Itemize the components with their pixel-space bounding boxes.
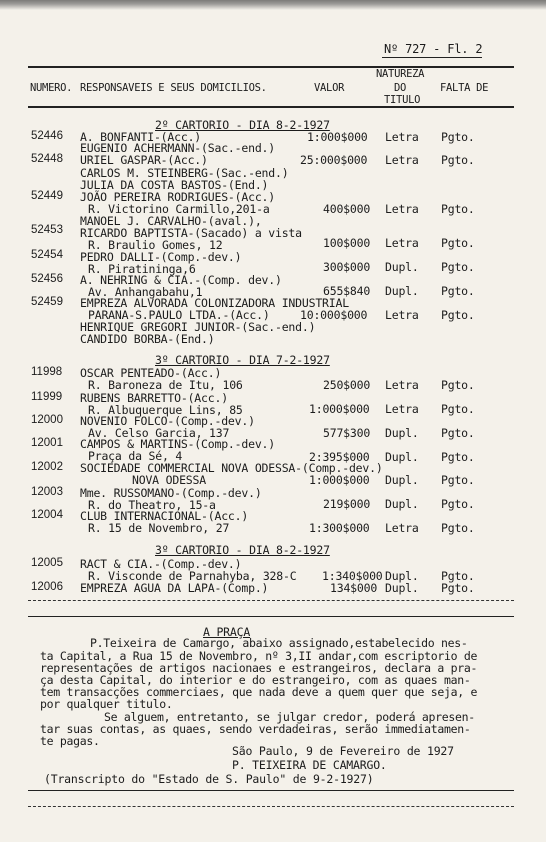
row-line: EMPREZA AGUA DA LAPA-(Comp.) (80, 581, 269, 595)
row-valor: 400$000 (323, 202, 371, 216)
row-valor: 10:000$000 (300, 308, 368, 322)
col-natureza-3: TITULO (384, 94, 421, 106)
row-valor: 219$000 (323, 497, 371, 511)
row-natureza: Letra (385, 402, 419, 416)
row-falta: Pgto. (441, 402, 475, 416)
row-line: EMPREZA ALVORADA COLONIZADORA INDUSTRIAL (80, 296, 349, 310)
row-valor: 100$000 (323, 236, 371, 250)
section-title: 3º CARTORIO - DIA 8-2-1927 (155, 543, 330, 557)
row-line: A. NEHRING & CIA.-(Comp. dev.) (80, 273, 282, 287)
row-line: MANOEL J. CARVALHO-(aval.), (80, 214, 262, 228)
col-responsaveis: RESPONSAVEIS E SEUS DOMICILIOS. (80, 82, 267, 94)
row-number: 52446 (31, 130, 63, 142)
row-number: 12003 (31, 486, 63, 498)
row-valor: 1:000$000 (309, 402, 370, 416)
row-natureza: Letra (385, 521, 419, 535)
row-line: PARANA-S.PAULO LTDA.-(Acc.) (88, 308, 270, 322)
row-number: 12004 (31, 509, 63, 521)
row-valor: 1:000$000 (309, 473, 370, 487)
row-number: 11999 (31, 391, 63, 403)
row-falta: Pgto. (441, 202, 475, 216)
row-natureza: Letra (385, 236, 419, 250)
row-number: 12000 (31, 414, 63, 426)
row-valor: 655$840 (323, 284, 371, 298)
row-falta: Pgto. (441, 426, 475, 440)
row-line: HENRIQUE GREGORI JUNIOR-(Sac.-end.) (80, 320, 316, 334)
row-natureza: Letra (385, 202, 419, 216)
row-natureza: Letra (385, 153, 419, 167)
scan-edge-shadow (0, 0, 546, 10)
row-line: JULIA DA COSTA BASTOS-(End.) (80, 178, 269, 192)
row-valor: 577$300 (323, 426, 371, 440)
row-falta: Pgto. (441, 521, 475, 535)
praca-date: São Paulo, 9 de Fevereiro de 1927 (232, 744, 454, 758)
col-natureza-1: NATUREZA (376, 68, 425, 80)
row-falta: Pgto. (441, 284, 475, 298)
row-valor: 250$000 (323, 378, 371, 392)
praca-line: por qualquer titulo. (40, 697, 173, 711)
row-number: 52453 (31, 224, 63, 236)
praca-line: ça desta Capital, do interior e do estrangeiro, com as quaes man- (40, 673, 471, 687)
row-line: Av. Anhangabahu,1 (88, 285, 203, 299)
row-line: RACT & CIA.-(Comp.-dev.) (80, 557, 242, 571)
row-line: CAMPOS & MARTINS-(Comp.-dev.) (80, 437, 275, 451)
row-natureza: Letra (385, 378, 419, 392)
row-valor: 1:000$000 (307, 130, 368, 144)
praca-line: te pagas. (40, 734, 100, 748)
praca-line: representações de artigos nacionaes e estrangeiros, declara a pra- (40, 661, 478, 675)
row-line: NOVENIO FOLCO-(Comp.-dev.) (80, 414, 255, 428)
row-line: PEDRO DALLI-(Comp.-dev.) (80, 250, 242, 264)
row-natureza: Dupl. (385, 581, 419, 595)
row-falta: Pgto. (441, 153, 475, 167)
row-valor: 1:300$000 (309, 521, 370, 535)
row-number: 12006 (31, 581, 63, 593)
row-falta: Pgto. (441, 450, 475, 464)
row-number: 52459 (31, 296, 63, 308)
row-line: R. do Theatro, 15-a (88, 498, 216, 512)
row-line: NOVA ODESSA (132, 473, 206, 487)
row-falta: Pgto. (441, 260, 475, 274)
row-line: JOÃO PEREIRA RODRIGUES-(Acc.) (80, 190, 275, 204)
praca-bottom-rule (28, 790, 514, 791)
header-bottom-rule (28, 106, 514, 108)
row-line: R. Braulio Gomes, 12 (88, 238, 223, 252)
row-valor: 300$000 (323, 260, 371, 274)
row-line: R. Baroneza de Itu, 106 (88, 378, 243, 392)
row-line: SOCIEDADE COMMERCIAL NOVA ODESSA-(Comp.-dev.) (80, 461, 383, 475)
row-number: 12005 (31, 557, 63, 569)
praca-line: P.Teixeira de Camargo, abaixo assignado,estabelecido nes- (90, 636, 468, 650)
header-top-rule (28, 66, 514, 68)
row-number: 52448 (31, 153, 63, 165)
row-line: R. 15 de Novembro, 27 (88, 521, 230, 535)
row-line: Praça da Sé, 4 (88, 449, 183, 463)
row-line: EUGENIO ACHERMANN-(Sac.-end.) (80, 141, 275, 155)
row-number: 11998 (31, 366, 63, 378)
row-line: OSCAR PENTEADO-(Acc.) (80, 366, 222, 380)
praca-signature: P. TEIXEIRA DE CAMARGO. (232, 758, 387, 772)
praca-line: Se alguem, entretanto, se julgar credor, poderá apresen- (104, 710, 475, 724)
ref-underline (382, 57, 482, 58)
row-natureza: Dupl. (385, 450, 419, 464)
row-valor: 134$000 (330, 581, 378, 595)
document-ref: Nº 727 - Fl. 2 (384, 42, 483, 56)
row-line: CLUB INTERNACIONAL-(Acc.) (80, 509, 249, 523)
row-number: 12002 (31, 461, 63, 473)
col-numero: NUMERO. (30, 82, 73, 94)
row-natureza: Dupl. (385, 473, 419, 487)
row-line: URIEL GASPAR-(Acc.) (80, 153, 208, 167)
row-number: 52456 (31, 273, 63, 285)
praca-line: ta Capital, a Rua 15 de Novembro, nº 3,II andar,com escriptorio de (40, 649, 478, 663)
col-valor: VALOR (314, 82, 345, 94)
row-natureza: Dupl. (385, 284, 419, 298)
page-end-rule (28, 806, 514, 807)
row-valor: 25:000$000 (300, 153, 368, 167)
row-number: 12001 (31, 437, 63, 449)
row-natureza: Dupl. (385, 260, 419, 274)
row-natureza: Letra (385, 130, 419, 144)
row-falta: Pgto. (441, 497, 475, 511)
row-line: RICARDO BAPTISTA-(Sacado) a vista (80, 226, 302, 240)
row-valor: 1:340$000 (322, 569, 383, 583)
row-line: A. BONFANTI-(Acc.) (80, 130, 202, 144)
row-line: R. Victorino Carmillo,201-a (88, 202, 270, 216)
row-number: 52449 (31, 190, 63, 202)
section-title: 2º CARTORIO - DIA 8-2-1927 (155, 118, 330, 132)
row-natureza: Dupl. (385, 497, 419, 511)
praca-top-rule (28, 616, 514, 617)
row-line: RUBENS BARRETTO-(Acc.) (80, 391, 228, 405)
praca-line: tem transacções commerciaes, que nada deve a quem quer que seja, e (40, 685, 478, 699)
row-falta: Pgto. (441, 130, 475, 144)
row-line: Av. Celso Garcia, 137 (88, 426, 230, 440)
row-natureza: Dupl. (385, 426, 419, 440)
row-line: CARLOS M. STEINBERG-(Sac.-end.) (80, 166, 289, 180)
row-falta: Pgto. (441, 236, 475, 250)
section-title: 3º CARTORIO - DIA 7-2-1927 (155, 353, 330, 367)
row-line: R. Albuquerque Lins, 85 (88, 403, 243, 417)
row-natureza: Letra (385, 308, 419, 322)
row-falta: Pgto. (441, 308, 475, 322)
col-falta: FALTA DE (440, 82, 489, 94)
row-line: R. Piratininga,6 (88, 262, 196, 276)
row-valor: 2:395$000 (309, 450, 370, 464)
praca-title: A PRAÇA (203, 625, 251, 639)
row-line: R. Visconde de Parnahyba, 328-C (88, 569, 297, 583)
praca-transcript: (Transcripto do "Estado de S. Paulo" de 9-2-1927) (44, 772, 374, 786)
col-natureza-2: DO (394, 82, 407, 94)
row-falta: Pgto. (441, 581, 475, 595)
table-end-rule (28, 600, 514, 601)
row-number: 52454 (31, 249, 63, 261)
row-falta: Pgto. (441, 569, 475, 583)
row-natureza: Dupl. (385, 569, 419, 583)
row-line: Mme. RUSSOMANO-(Comp.-dev.) (80, 486, 262, 500)
row-falta: Pgto. (441, 473, 475, 487)
row-line: CANDIDO BORBA-(End.) (80, 332, 215, 346)
row-falta: Pgto. (441, 378, 475, 392)
praca-line: tar suas contas, as quaes, sendo verdadeiras, serão immediatamen- (40, 722, 471, 736)
